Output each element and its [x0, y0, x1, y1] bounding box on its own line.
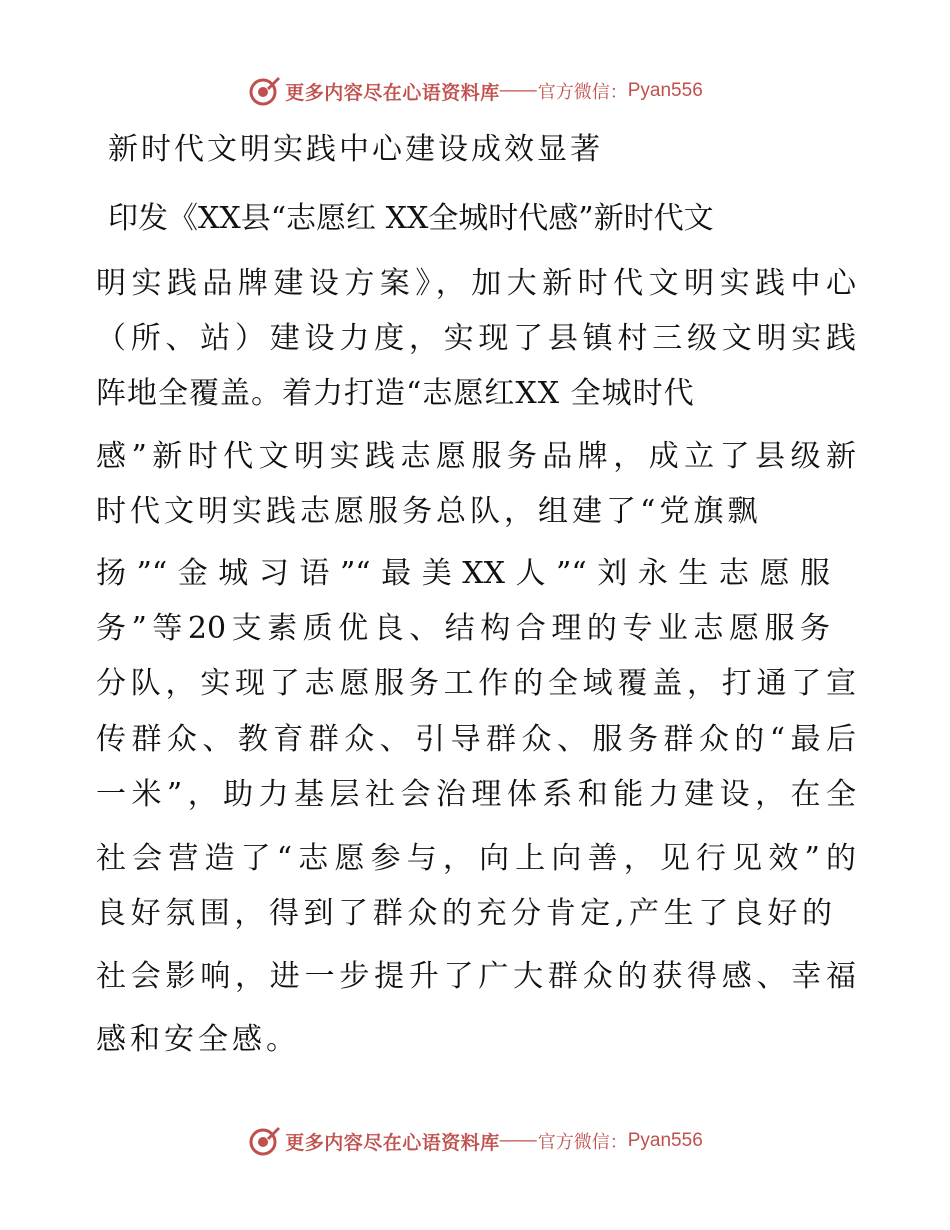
document-title: 新时代文明实践中心建设成效显著	[108, 132, 603, 167]
body-line-5: 感”新时代文明实践志愿服务品牌，成立了县级新	[96, 439, 856, 474]
body-line-6: 时代文明实践志愿服务总队，组建了“党旗飘	[96, 494, 762, 529]
body-line-13: 良好氛围，得到了群众的充分肯定,产生了良好的	[96, 896, 832, 931]
banner-wechat-label: 官方微信：	[537, 82, 628, 103]
banner-main-text: 更多内容尽在心语资料库	[285, 81, 500, 104]
body-line-14: 社会影响，进一步提升了广大群众的获得感、幸福	[96, 959, 856, 994]
body-line-7: 扬”“金城习语”“最美XX人”“刘永生志愿服	[96, 556, 830, 591]
footer-banner	[0, 1121, 950, 1161]
body-line-1: 印发《XX县“志愿红 XX全城时代感”新时代文	[108, 201, 714, 236]
banner-wechat-label: 官方微信：	[537, 1132, 628, 1153]
body-line-2: 明实践品牌建设方案》，加大新时代文明实践中心	[96, 266, 856, 301]
body-line-12: 社会营造了“志愿参与，向上向善，见行见效”的	[96, 841, 856, 876]
banner-main-text: 更多内容尽在心语资料库	[285, 1131, 500, 1154]
body-line-10: 传群众、教育群众、引导群众、服务群众的“最后	[96, 722, 856, 757]
header-banner	[0, 71, 950, 111]
body-line-15: 感和安全感。	[96, 1022, 300, 1057]
body-line-3: （所、站）建设力度，实现了县镇村三级文明实践	[96, 321, 856, 356]
pen-logo-icon	[247, 1124, 281, 1158]
banner-wechat-id: Pyan556	[627, 80, 703, 101]
banner-dash: ——	[499, 1130, 536, 1151]
banner-wechat-id: Pyan556	[627, 1130, 703, 1151]
body-line-8: 务”等20支素质优良、结构合理的专业志愿服务	[96, 611, 830, 646]
pen-logo-icon	[247, 74, 281, 108]
body-line-4: 阵地全覆盖。着力打造“志愿红XX 全城时代	[96, 376, 695, 411]
body-line-9: 分队，实现了志愿服务工作的全域覆盖，打通了宣	[96, 666, 856, 701]
body-line-11: 一米”，助力基层社会治理体系和能力建设，在全	[96, 777, 856, 812]
banner-dash: ——	[499, 80, 536, 101]
